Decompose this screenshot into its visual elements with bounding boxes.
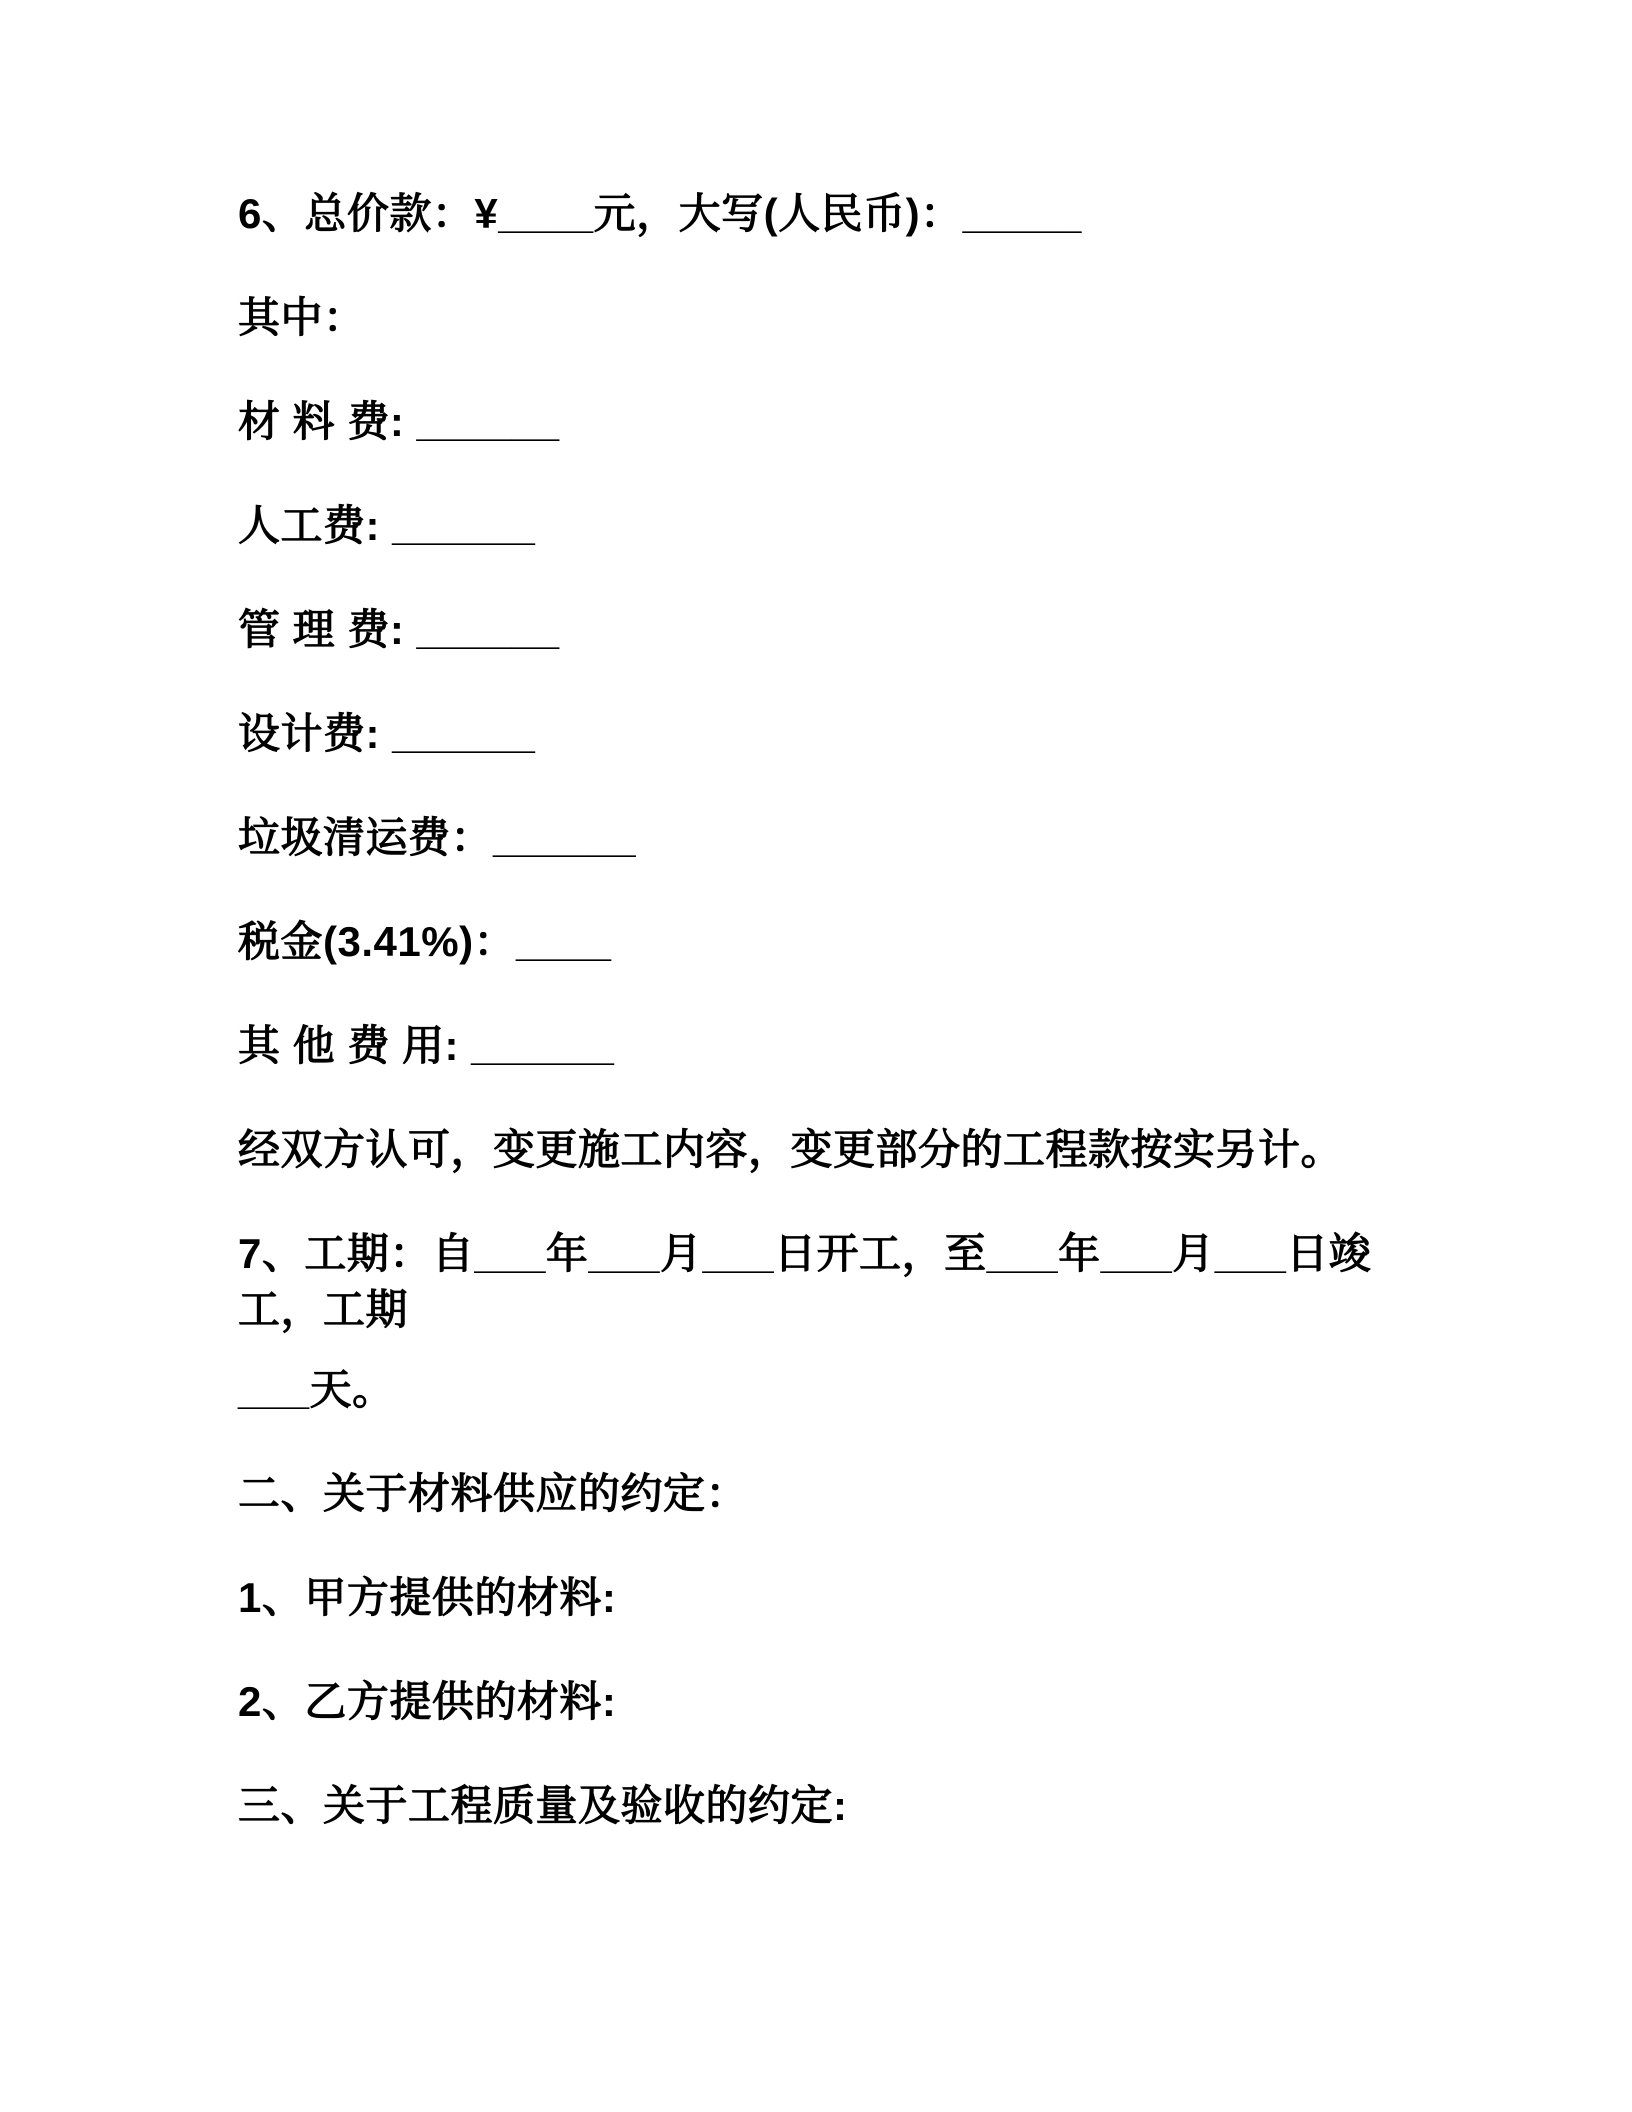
breakdown-label-line: 其中： (238, 294, 366, 341)
construction-period-line-continued: ___天。 (238, 1366, 395, 1413)
material-fee-line: 材 料 费: ______ (238, 398, 560, 445)
change-clause-line: 经双方认可，变更施工内容，变更部分的工程款按实另计。 (238, 1126, 1344, 1173)
other-fee-line: 其 他 费 用: ______ (238, 1022, 615, 1069)
party-a-materials-line: 1、甲方提供的材料: (238, 1574, 617, 1621)
total-price-line: 6、总价款：¥____元，大写(人民币)：_____ (238, 190, 1082, 237)
tax-fee-line: 税金(3.41%)：____ (238, 918, 612, 965)
section-3-quality-heading: 三、关于工程质量及验收的约定: (238, 1782, 848, 1829)
party-b-materials-line: 2、乙方提供的材料: (238, 1678, 617, 1725)
management-fee-line: 管 理 费: ______ (238, 606, 560, 653)
labor-fee-line: 人工费: ______ (238, 502, 536, 549)
section-2-materials-heading: 二、关于材料供应的约定： (238, 1470, 749, 1517)
design-fee-line: 设计费: ______ (238, 710, 536, 757)
construction-period-line: 7、工期：自___年___月___日开工，至___年___月___日竣工，工期 (238, 1230, 1372, 1333)
garbage-removal-fee-line: 垃圾清运费：______ (238, 814, 637, 861)
